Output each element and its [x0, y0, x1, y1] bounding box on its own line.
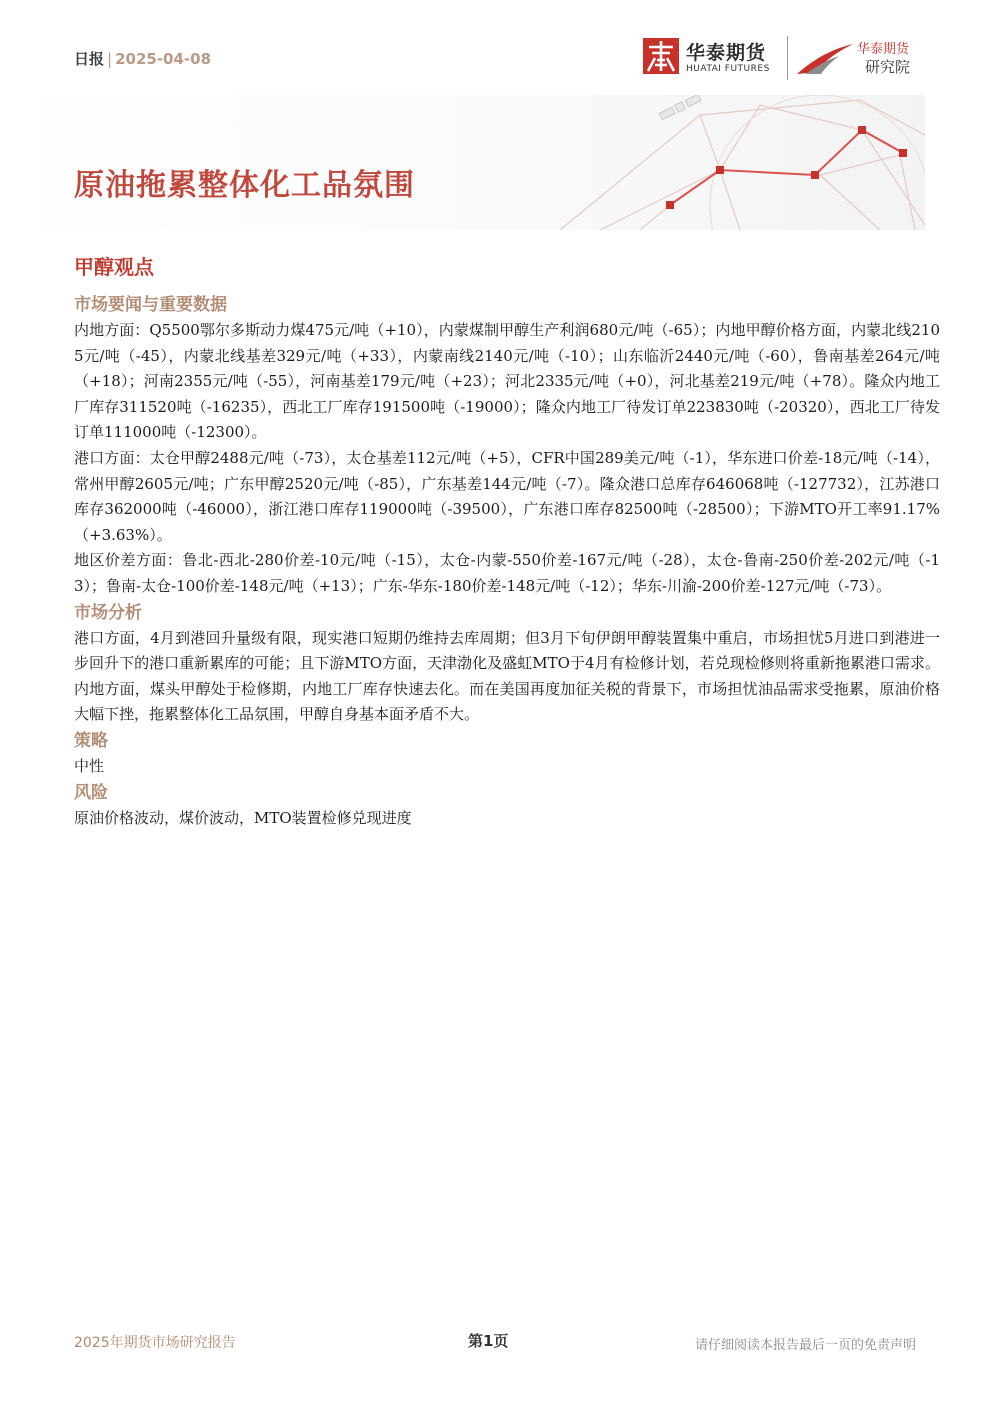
risk-heading: 风险 [74, 782, 108, 803]
huatai-futures-logo [643, 38, 778, 80]
analysis-heading: 市场分析 [74, 602, 142, 623]
section-heading: 甲醇观点 [74, 255, 154, 279]
risk-text: 原油价格波动，煤价波动，MTO装置检修兑现进度 [74, 808, 412, 827]
main-content [74, 252, 940, 831]
research-institute-logo [795, 38, 925, 82]
analysis-paragraph: 港口方面，4月到港回升量级有限，现实港口短期仍维持去库周期；但3月下旬伊朗甲醇装置集中重启，市场担忧5月进口到港进一步回升下的港口重新累库的可能；且下游MTO方面，天津渤化及盛虹MTO于4月有检修计划，若兑现检修则将重新拖累港口需求。内地方面，煤头甲醇处于检修期，内地工厂库存快速去化。而在美国再度加征关税的背景下，市场担忧油品需求受拖累，原油价格大幅下挫，拖累整体化工品氛围，甲醇自身基本面矛盾不大。 [74, 628, 940, 724]
huatai-logo-icon [643, 38, 679, 74]
page-number: 第1页 [468, 1332, 509, 1350]
research-line1: 华泰期货 [857, 42, 910, 57]
market-news-heading: 市场要闻与重要数据 [74, 295, 227, 315]
strategy-heading: 策略 [74, 730, 108, 751]
regional-spread-paragraph: 地区价差方面：鲁北-西北-280价差-10元/吨（-15），太仓-内蒙-550价差-167元/吨（-28），太仓-鲁南-250价差-202元/吨（-13）；鲁南-太仓-100价差-148元/吨（+13）；广东-华东-180价差-148元/吨（-12）；华东-川渝-200价差-127元/吨（-73）。 [74, 551, 940, 595]
footer-report-name: 2025年期货市场研究报告 [74, 1335, 236, 1351]
report-type: 日报 [74, 50, 105, 68]
inland-paragraph: 内地方面：Q5500鄂尔多斯动力煤475元/吨（+10），内蒙煤制甲醇生产利润680元/吨（-65）；内地甲醇价格方面，内蒙北线2105元/吨（-45），内蒙北线基差329元/吨（+33），内蒙南线2140元/吨（-10）；山东临沂2440元/吨（-60），鲁南基差264元/吨（+18）；河南2355元/吨（-55），河南基差179元/吨（+23）；河北2335元/吨（+0），河北基差219元/吨（+78）。隆众内地工厂库存311520吨（-16235），西北工厂库存191500吨（-19000）；隆众内地工厂待发订单223830吨（-20320），西北工厂待发订单111000吨（-12300）。 [74, 321, 940, 442]
meta-separator: | [107, 50, 113, 68]
research-line2: 研究院 [865, 58, 911, 76]
report-meta [74, 48, 211, 69]
logo-divider [787, 36, 788, 80]
page-footer [74, 1332, 916, 1356]
logo-name-cn: 华泰期货 [686, 42, 767, 64]
disclaimer-note: 请仔细阅读本报告最后一页的免责声明 [694, 1338, 916, 1353]
port-paragraph: 港口方面：太仓甲醇2488元/吨（-73），太仓基差112元/吨（+5），CFR中国289美元/吨（-1），华东进口价差-18元/吨（-14），常州甲醇2605元/吨；广东甲醇2520元/吨（-85），广东基差144元/吨（-7）。隆众港口总库存646068吨（-127732），江苏港口库存362000吨（-46000），浙江港口库存119000吨（-39500），广东港口库存82500吨（-28500）；下游MTO开工率91.17%（+3.63%）。 [74, 448, 940, 544]
logo-name-en: HUATAI FUTURES [686, 64, 770, 74]
report-date: 2025-04-08 [115, 50, 212, 68]
strategy-text: 中性 [74, 756, 105, 775]
research-bird-icon [795, 38, 855, 78]
page-title: 原油拖累整体化工品氛围 [74, 168, 415, 203]
